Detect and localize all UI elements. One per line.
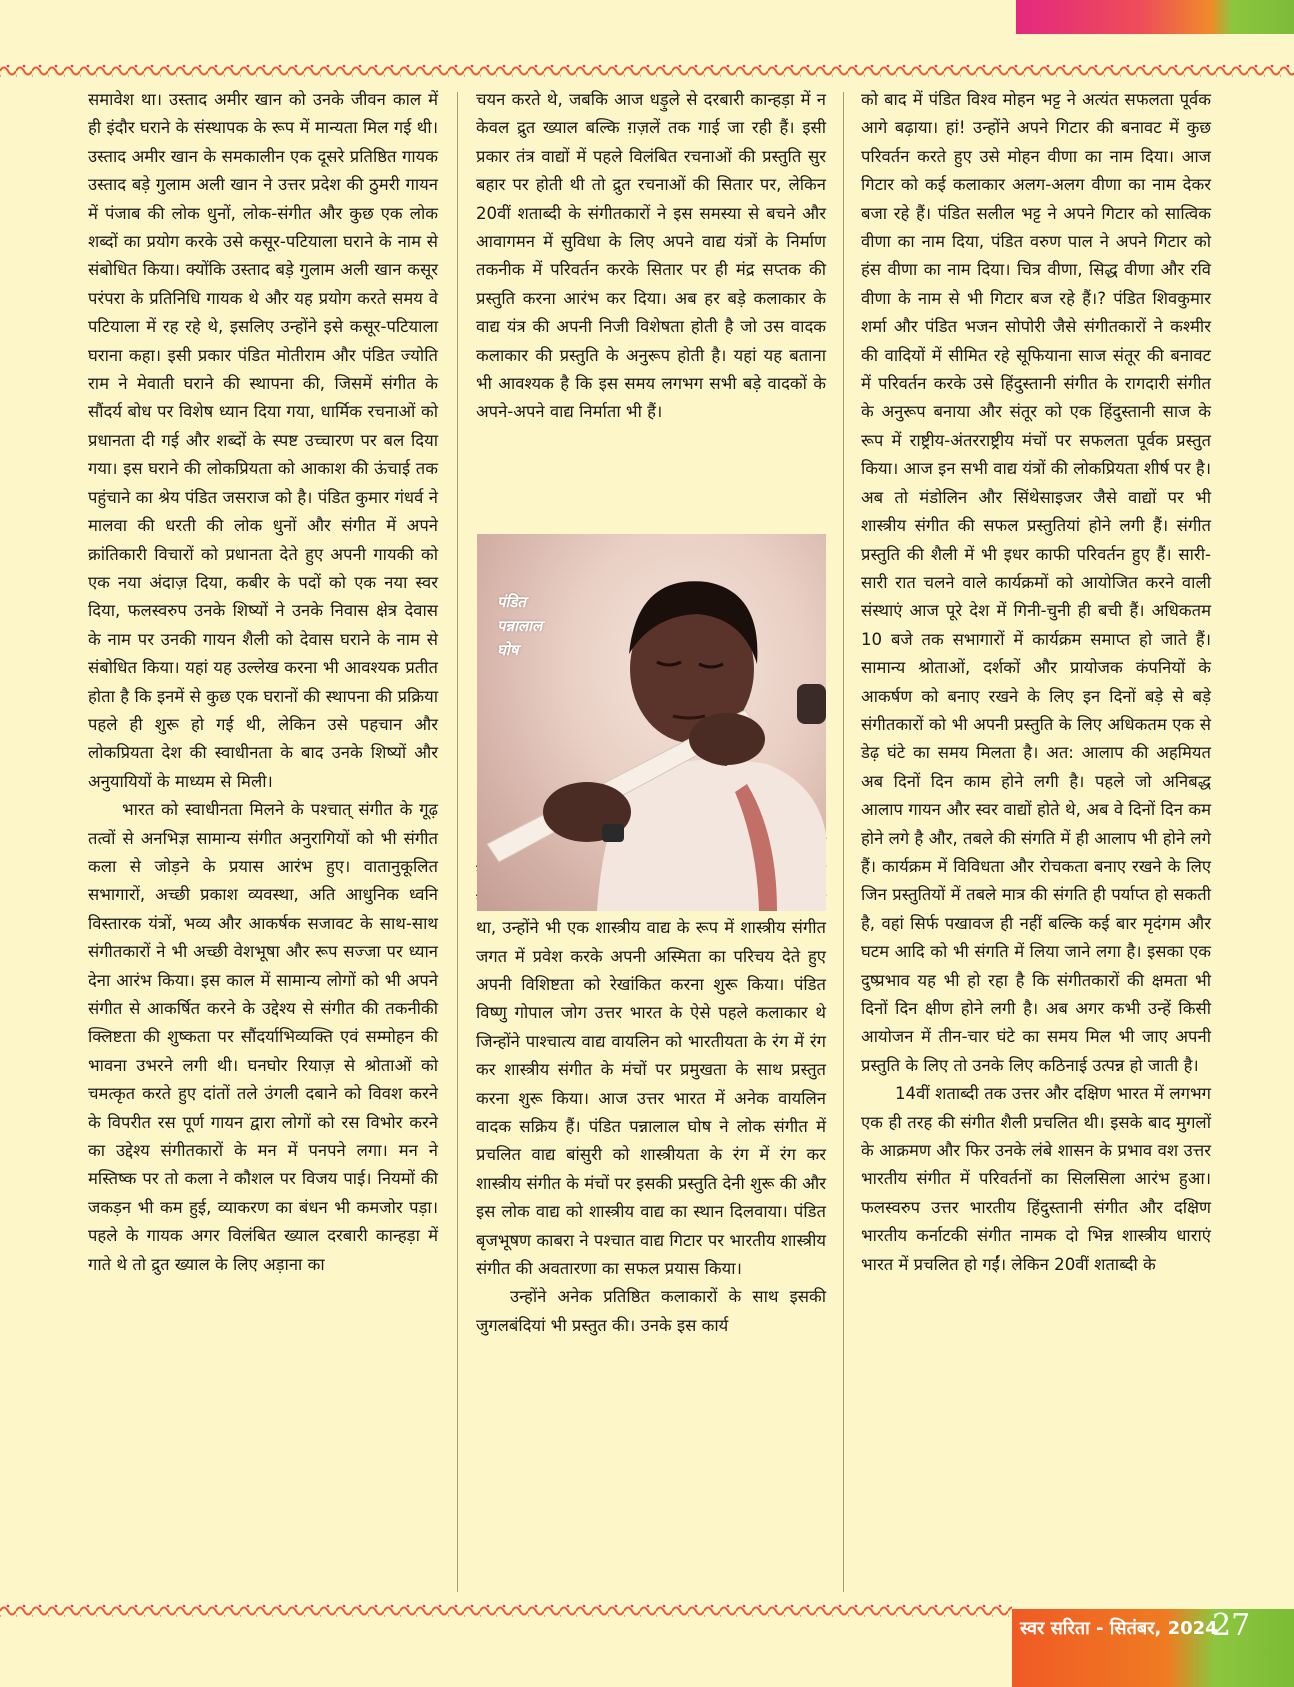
article-column-3 <box>861 86 1211 1279</box>
paragraph: था, उन्होंने भी एक शास्त्रीय वाद्य के रूप में शास्त्रीय संगीत जगत में प्रवेश करके अपनी अस्मिता का परिचय देते हुए अपनी विशिष्टता को रेखांकित करना शुरू किया। पंडित विष्णु गोपाल जोग उत्तर भारत के ऐसे पहले कलाकार थे जिन्होंने पाश्चात्य वाद्य वायलिन को भारतीयता के रंग में रंग कर शास्त्रीय संगीत के मंचों पर प्रमुखता के साथ प्रस्तुत करना शुरू किया। आज उत्तर भारत में अनेक वायलिन वादक सक्रिय हैं। पंडित पन्नालाल घोष ने लोक संगीत में प्रचलित वाद्य बांसुरी को शास्त्रीयता के रंग में रंग कर शास्त्रीय संगीत के मंचों पर इसकी प्रस्तुति देनी शुरू की और इस लोक वाद्य को शास्त्रीय वाद्य का स्थान दिलवाया। पंडित बृजभूषण काबरा ने पश्चात वाद्य गिटार पर भारतीय शास्त्रीय संगीत की अवतारणा का सफल प्रयास किया। <box>476 918 826 1278</box>
column-divider-right <box>843 92 844 1592</box>
paragraph: चयन करते थे, जबकि आज धड़ुले से दरबारी कान्हड़ा में न केवल द्रुत ख्याल बल्कि ग़ज़लें तक गाई जा रही हैं। इसी प्रकार तंत्र वाद्यों में पहले विलंबित रचनाओं की प्रस्तुति सुर बहार पर होती थी तो द्रुत रचनाओं की सितार पर, लेकिन 20वीं शताब्दी के संगीतकारों ने इस समस्या से बचने और आवागमन में सुविधा के लिए अपने वाद्य यंत्रों के निर्माण तकनीक में परिवर्तन करके सितार पर ही मंद्र सप्तक की प्रस्तुति करना आरंभ कर दिया। अब हर बड़े कलाकार के वाद्य यंत्र की अपनी निजी विशेषता होती है जो उस वादक कलाकार की प्रस्तुति के अनुरूप होती है। यहां यह बताना भी आवश्यक है कि इस समय लगभग सभी बड़े वादकों के अपने-अपने वाद्य निर्माता भी हैं। <box>476 90 826 422</box>
paragraph: समावेश था। उस्ताद अमीर खान को उनके जीवन काल में ही इंदौर घराने के संस्थापक के रूप में मान्यता मिल गई थी। उस्ताद अमीर खान के समकालीन एक दूसरे प्रतिष्ठित गायक उस्ताद बड़े गुलाम अली खान ने उत्तर प्रदेश की ठुमरी गायन में पंजाब की लोक धुनों, लोक-संगीत और कुछ एक लोक शब्दों का प्रयोग करके उसे कसूर-पटियाला घराने के नाम से संबोधित किया। क्योंकि उस्ताद बड़े गुलाम अली खान कसूर परंपरा के प्रतिनिधि गायक थे और यह प्रयोग करते समय वे पटियाला में रह रहे थे, इसलिए उन्होंने इसे कसूर-पटियाला घराना कहा। इसी प्रकार पंडित मोतीराम और पंडित ज्योति राम ने मेवाती घराने की स्थापना की, जिसमें संगीत के सौंदर्य बोध पर विशेष ध्यान दिया गया, धार्मिक रचनाओं को प्रधानता दी गई और शब्दों के स्पष्ट उच्चारण पर बल दिया गया। इस घराने की लोकप्रियता को आकाश की ऊंचाई तक पहुंचाने का श्रेय पंडित जसराज को है। पंडित कुमार गंधर्व ने मालवा की धरती की लोक धुनों और संगीत में अपने क्रांतिकारी विचारों को प्रधानता देते हुए अपनी गायकी को एक नया अंदाज़ दिया, कबीर के पदों को एक नया स्वर दिया, फलस्वरुप उनके शिष्यों ने उनके निवास क्षेत्र देवास के नाम पर उनकी गायन शैली को देवास घराने के नाम से संबोधित किया। यहां यह उल्लेख करना भी आवश्यक प्रतीत होता है कि इनमें से कुछ एक घरानों की स्थापना की प्रक्रिया पहले ही शुरू हो गई थी, लेकिन उसे पहचान और लोकप्रियता देश की स्वाधीनता के बाद उनके शिष्यों और अनुयायियों के माध्यम से मिली। <box>88 90 438 791</box>
top-decorative-border <box>0 62 1294 80</box>
bottom-decorative-border <box>0 1602 1012 1620</box>
paragraph: उन्होंने अनेक प्रतिष्ठित कलाकारों के साथ इसकी जुगलबंदियां भी प्रस्तुत की। उनके इस कार्य <box>476 1287 826 1335</box>
article-column-1 <box>88 86 438 1279</box>
portrait-photo <box>477 534 826 911</box>
paragraph: 14वीं शताब्दी तक उत्तर और दक्षिण भारत में लगभग एक ही तरह की संगीत शैली प्रचलित थी। इसके बाद मुगलों के आक्रमण और फिर उनके लंबे शासन के प्रभाव वश उत्तर भारतीय संगीत में परिवर्तनों का सिलसिला आरंभ हुआ। फलस्वरुप उत्तर भारतीय हिंदुस्तानी संगीत और दक्षिण भारतीय कर्नाटकी संगीत नामक दो भिन्न शास्त्रीय धाराएं भारत में प्रचलित हो गईं। लेकिन 20वीं शताब्दी के <box>861 1084 1211 1274</box>
paragraph: को बाद में पंडित विश्व मोहन भट्ट ने अत्यंत सफलता पूर्वक आगे बढ़ाया। हां! उन्होंने अपने गिटार की बनावट में कुछ परिवर्तन करते हुए उसे मोहन वीणा का नाम दिया। आज गिटार को कई कलाकार अलग-अलग वीणा का नाम देकर बजा रहे हैं। पंडित सलील भट्ट ने अपने गिटार को सात्विक वीणा का नाम दिया, पंडित वरुण पाल ने अपने गिटार को हंस वीणा का नाम दिया। चित्र वीणा, सिद्ध वीणा और रवि वीणा के नाम से भी गिटार बज रहे हैं।? पंडित शिवकुमार शर्मा और पंडित भजन सोपोरी जैसे संगीतकारों ने कश्मीर की वादियों में सीमित रहे सूफियाना साज संतूर की बनावट में परिवर्तन करके उसे हिंदुस्तानी संगीत के रागदारी संगीत के अनुरूप बनाया और संतूर को एक हिंदुस्तानी साज के रूप में राष्ट्रीय-अंतरराष्ट्रीय मंचों पर सफलता पूर्वक प्रस्तुत किया। आज इन सभी वाद्य यंत्रों की लोकप्रियता शीर्ष पर है। अब तो मंडोलिन और सिंथेसाइजर जैसे वाद्यों पर भी शास्त्रीय संगीत की सफल प्रस्तुतियां होने लगी हैं। संगीत प्रस्तुति की शैली में भी इधर काफी परिवर्तन हुए हैं। सारी-सारी रात चलने वाले कार्यक्रमों को आयोजित करने वाली संस्थाएं आज पूरे देश में गिनी-चुनी ही बची हैं। अधिकतम 10 बजे तक सभागारों में कार्यक्रम समाप्त हो जाते हैं। सामान्य श्रोताओं, दर्शकों और प्रायोजक कंपनियों के आकर्षण को बनाए रखने के लिए इन दिनों बड़े से बड़े संगीतकारों को भी अपनी प्रस्तुति के लिए अधिकतम एक से डेढ़ घंटे का समय मिलता है। अत: आलाप की अहमियत अब दिनों दिन काम होने लगी है। पहले जो अनिबद्ध आलाप गायन और स्वर वाद्यों होते थे, अब वे दिनों दिन कम होने लगे है और, तबले की संगति में ही आलाप भी होने लगे हैं। कार्यक्रम में विविधता और रोचकता बनाए रखने के लिए जिन प्रस्तुतियों में तबले मात्र की संगति ही पर्याप्त हो सकती है, वहां सिर्फ पखावज ही नहीं बल्कि कई बार मृदंगम और घटम आदि को भी संगति में लिया जाने लगा है। इसका एक दुष्प्रभाव यह भी हो रहा है कि संगीतकारों की क्षमता भी दिनों दिन क्षीण होने लगी है। अब अगर कभी उन्हें किसी आयोजन में तीन-चार घंटे का समय मिल भी जाए अपनी प्रस्तुति के लिए तो उनके लिए कठिनाई उत्पन्न हो जाती है। <box>861 90 1211 1075</box>
column-divider-left <box>457 92 458 1592</box>
caption-line: पंडित <box>497 593 526 611</box>
photo-caption <box>497 590 542 662</box>
magazine-footer: स्वर सरिता - सितंबर, 2024 <box>1020 1618 1218 1639</box>
page-number: 27 <box>1212 1608 1251 1643</box>
paragraph: भारत को स्वाधीनता मिलने के पश्चात् संगीत के गूढ़ तत्वों से अनभिज्ञ सामान्य संगीत अनुरागियों को भी संगीत कला से जोड़ने के प्रयास आरंभ हुए। वातानुकूलित सभागारों, अच्छी प्रकाश व्यवस्था, अति आधुनिक ध्वनि विस्तारक यंत्रों, भव्य और आकर्षक सजावट के साथ-साथ संगीतकारों ने भी अच्छी वेशभूषा और रूप सज्जा पर ध्यान देना आरंभ किया। इस काल में सामान्य लोगों को भी अपने संगीत से आकर्षित करने के उद्देश्य से संगीत की तकनीकी क्लिष्टता की शुष्कता पर सौंदर्याभिव्यक्ति एवं सम्मोहन की भावना उभरने लगी थी। घनघोर रियाज़ से श्रोताओं को चमत्कृत करते हुए दांतों तले उंगली दबाने को विवश करने के विपरीत रस पूर्ण गायन द्वारा लोगों को रस विभोर करने का उद्देश्य संगीतकारों के मन में पनपने लगा। मन ने मस्तिष्क पर तो कला ने कौशल पर विजय पाई। नियमों की जकड़न भी कम हुई, व्याकरण का बंधन भी कमजोर पड़ा। पहले के गायक अगर विलंबित ख्याल दरबारी कान्हड़ा में गाते थे तो द्रुत ख्याल के लिए अड़ाना का <box>88 800 438 1274</box>
caption-line: घोष <box>497 641 519 659</box>
header-color-bar <box>1016 0 1294 34</box>
caption-line: पन्नालाल <box>497 617 543 635</box>
